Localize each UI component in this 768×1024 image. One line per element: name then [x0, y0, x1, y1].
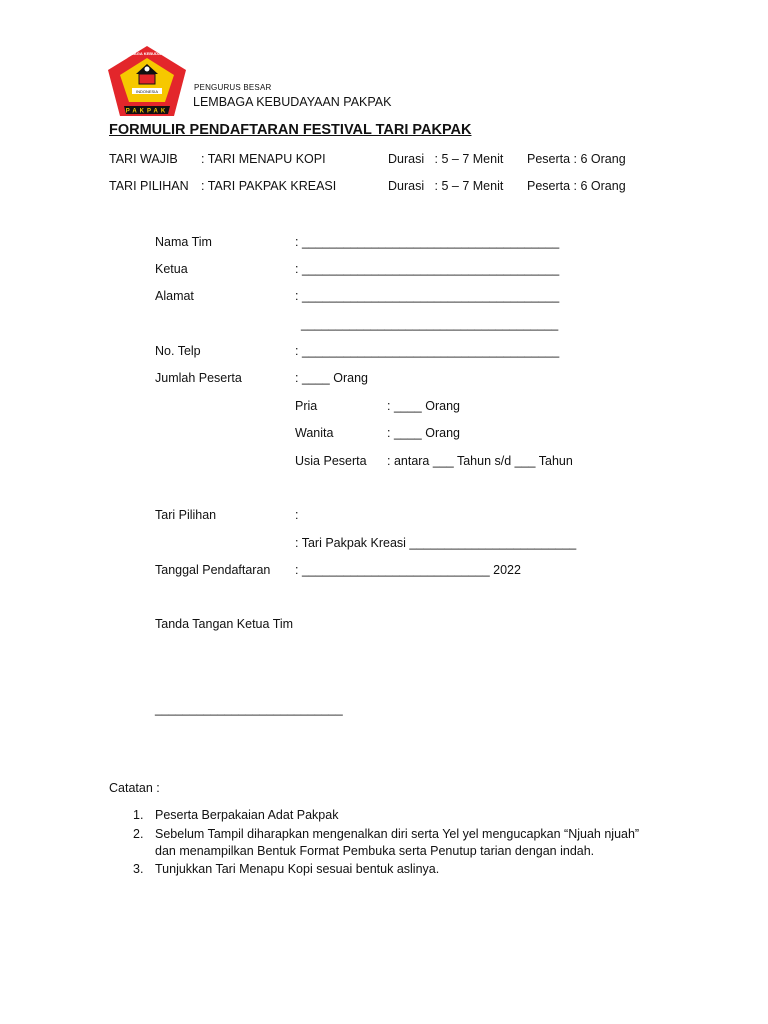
dance-duration: Durasi : 5 – 7 Menit	[388, 179, 504, 193]
field-input-wanita[interactable]: : ____ Orang	[387, 426, 460, 440]
field-input-usia[interactable]: : antara ___ Tahun s/d ___ Tahun	[387, 454, 573, 468]
list-item-number: 1.	[133, 808, 144, 822]
field-label-tanggal: Tanggal Pendaftaran	[155, 563, 271, 577]
dance-name: : TARI MENAPU KOPI	[201, 152, 326, 166]
list-item	[133, 862, 439, 876]
field-label-ketua: Ketua	[155, 262, 188, 276]
field-label-pria: Pria	[295, 399, 318, 413]
signature-label: Tanda Tangan Ketua Tim	[155, 617, 294, 631]
list-item-text: Tunjukkan Tari Menapu Kopi sesuai bentuk aslinya.	[155, 862, 440, 876]
org-name: LEMBAGA KEBUDAYAAN PAKPAK	[193, 95, 392, 109]
field-label-no-telp: No. Telp	[155, 344, 201, 358]
field-input-alamat[interactable]: : _____________________________________	[295, 289, 560, 303]
field-input-pria[interactable]: : ____ Orang	[387, 399, 460, 413]
field-input-alamat-line2[interactable]: _____________________________________	[301, 317, 559, 331]
dance-category: TARI PILIHAN	[109, 179, 189, 193]
signature-line[interactable]: ___________________________	[155, 702, 343, 716]
list-item-continuation: dan menampilkan Bentuk Format Pembuka serta Penutup tarian dengan indah.	[155, 844, 595, 858]
dance-participants: Peserta : 6 Orang	[527, 179, 626, 193]
field-input-tari-kreasi[interactable]: : Tari Pakpak Kreasi ________________________	[295, 536, 577, 550]
list-item-text: Sebelum Tampil diharapkan mengenalkan diri serta Yel yel mengucapkan “Njuah njuah”	[155, 827, 640, 841]
logo-house-body	[139, 74, 155, 84]
field-label-nama-tim: Nama Tim	[155, 235, 212, 249]
field-input-no-telp[interactable]: : _____________________________________	[295, 344, 560, 358]
logo-ring-text: LEMBAGA KEBUDAYAAN	[122, 51, 172, 56]
pakpak-shield-emblem-icon	[106, 44, 188, 120]
dance-category: TARI WAJIB	[109, 152, 178, 166]
list-item-number: 3.	[133, 862, 144, 876]
list-item	[133, 827, 639, 841]
org-subtitle: PENGURUS BESAR	[194, 83, 272, 92]
field-label-jumlah-peserta: Jumlah Peserta	[155, 371, 242, 385]
logo-house-ornament	[145, 67, 150, 72]
list-item-number: 2.	[133, 827, 144, 841]
field-input-tanggal[interactable]: : ___________________________ 2022	[295, 563, 521, 577]
field-input-nama-tim[interactable]: : _____________________________________	[295, 235, 560, 249]
field-input-jumlah-peserta[interactable]: : ____ Orang	[295, 371, 368, 385]
logo-bottom-text: PAKPAK	[125, 108, 169, 115]
dance-name: : TARI PAKPAK KREASI	[201, 179, 337, 193]
field-label-usia: Usia Peserta	[295, 454, 367, 468]
field-label-wanita: Wanita	[295, 426, 334, 440]
list-item-text: Peserta Berpakaian Adat Pakpak	[155, 808, 339, 822]
field-label-alamat: Alamat	[155, 289, 194, 303]
dance-duration: Durasi : 5 – 7 Menit	[388, 152, 504, 166]
field-input-ketua[interactable]: : _____________________________________	[295, 262, 560, 276]
list-item	[133, 808, 338, 822]
dance-participants: Peserta : 6 Orang	[527, 152, 626, 166]
notes-title: Catatan :	[109, 781, 160, 795]
logo-center-text: INDONESIA	[135, 88, 159, 94]
form-title: FORMULIR PENDAFTARAN FESTIVAL TARI PAKPAK	[109, 122, 472, 138]
field-label-tari-pilihan: Tari Pilihan	[155, 508, 217, 522]
field-input-tari-pilihan[interactable]: :	[295, 508, 299, 522]
